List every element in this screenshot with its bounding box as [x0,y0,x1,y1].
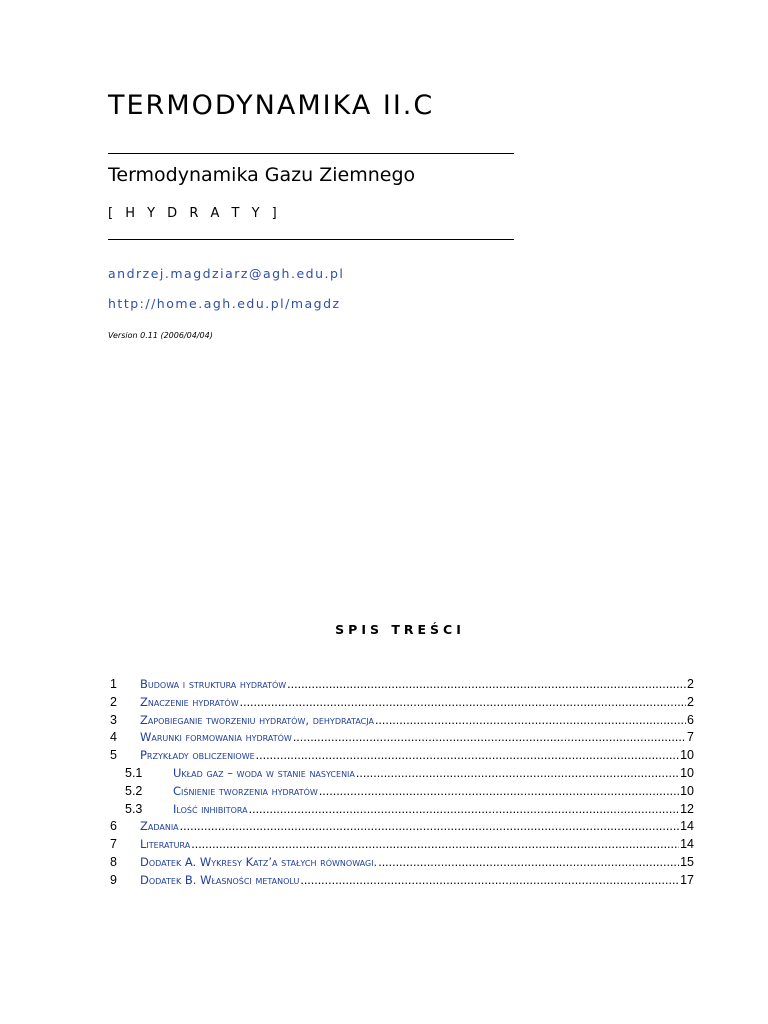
toc-entry-9[interactable] [110,872,694,890]
toc-entry-page: 6 [687,712,694,727]
document-tag: [ H Y D R A T Y ] [108,206,281,221]
toc-entry-number: 4 [110,730,117,745]
toc-entry-number: 5.2 [125,783,143,798]
toc-entry-leader-dots [191,836,679,854]
toc-entry-leader-dots [180,818,679,836]
toc-entry-number: 5.3 [125,801,143,816]
table-of-contents [110,676,694,890]
toc-entry-number: 9 [110,872,117,887]
toc-entry-leader-dots [319,783,679,801]
toc-entry-title[interactable]: Znaczenie hydratów [140,694,239,709]
toc-entry-number: 8 [110,854,117,869]
toc-entry-number: 6 [110,819,117,834]
toc-entry-number: 5.1 [125,765,143,780]
toc-entry-number: 2 [110,694,117,709]
document-subtitle: Termodynamika Gazu Ziemnego [108,164,416,186]
toc-entry-3[interactable] [110,712,694,730]
toc-entry-page: 10 [680,748,694,763]
toc-entry-page: 15 [680,854,694,869]
toc-entry-2[interactable] [110,694,694,712]
toc-entry-8[interactable] [110,854,694,872]
toc-entry-title[interactable]: Ilość inhibitora [173,801,248,816]
toc-entry-leader-dots [356,765,679,783]
toc-entry-number: 7 [110,837,117,852]
toc-entry-6[interactable] [110,818,694,836]
toc-entry-title[interactable]: Dodatek B. Własności metanolu [140,872,300,887]
toc-entry-page: 14 [680,819,694,834]
toc-entry-leader-dots [287,676,686,694]
toc-entry-title[interactable]: Warunki formowania hydratów [140,730,292,745]
toc-entry-leader-dots [378,854,679,872]
toc-entry-title[interactable]: Budowa i struktura hydratów [140,677,287,691]
toc-entry-title[interactable]: Przykłady obliczeniowe [140,748,255,763]
toc-entry-page: 12 [680,801,694,816]
toc-entry-page: 10 [680,783,694,798]
toc-entry-7[interactable] [110,836,694,854]
toc-entry-number: 3 [110,712,117,727]
toc-entry-page: 10 [680,765,694,780]
toc-entry-page: 14 [680,837,694,852]
toc-entry-5[interactable] [110,747,694,765]
title-divider-top [108,153,514,154]
author-email-link[interactable]: andrzej.magdziarz@agh.edu.pl [108,266,345,281]
toc-entry-title[interactable]: Zapobieganie tworzeniu hydratów, dehydratacja [140,712,374,727]
toc-entry-5-1[interactable] [110,765,694,783]
toc-entry-page: 7 [687,730,694,745]
toc-entry-title[interactable]: Zadania [140,819,179,834]
toc-entry-leader-dots [375,712,686,730]
author-website-link[interactable]: http://home.agh.edu.pl/magdz [108,296,341,311]
toc-entry-leader-dots [249,801,679,819]
toc-entry-title[interactable]: Dodatek A. Wykresy Katz’a stałych równowagi. [140,854,378,869]
toc-entry-1[interactable] [110,676,694,694]
toc-entry-title[interactable]: Układ gaz – woda w stanie nasycenia [173,765,355,780]
version-label: Version 0.11 (2006/04/04) [108,331,213,340]
toc-entry-page: 2 [687,677,694,691]
toc-heading: SPIS TREŚCI [335,622,465,637]
toc-entry-leader-dots [293,729,686,747]
toc-entry-5-2[interactable] [110,783,694,801]
toc-entry-4[interactable] [110,729,694,747]
toc-entry-leader-dots [240,694,686,712]
toc-entry-5-3[interactable] [110,801,694,819]
toc-entry-page: 2 [687,694,694,709]
toc-entry-title[interactable]: Literatura [140,837,191,852]
title-divider-bottom [108,239,514,240]
toc-entry-leader-dots [256,747,679,765]
toc-entry-page: 17 [680,872,694,887]
document-title: TERMODYNAMIKA II.C [108,90,435,121]
toc-entry-number: 1 [110,677,117,691]
toc-entry-leader-dots [300,872,679,890]
toc-entry-title[interactable]: Ciśnienie tworzenia hydratów [173,783,318,798]
toc-entry-number: 5 [110,748,117,763]
